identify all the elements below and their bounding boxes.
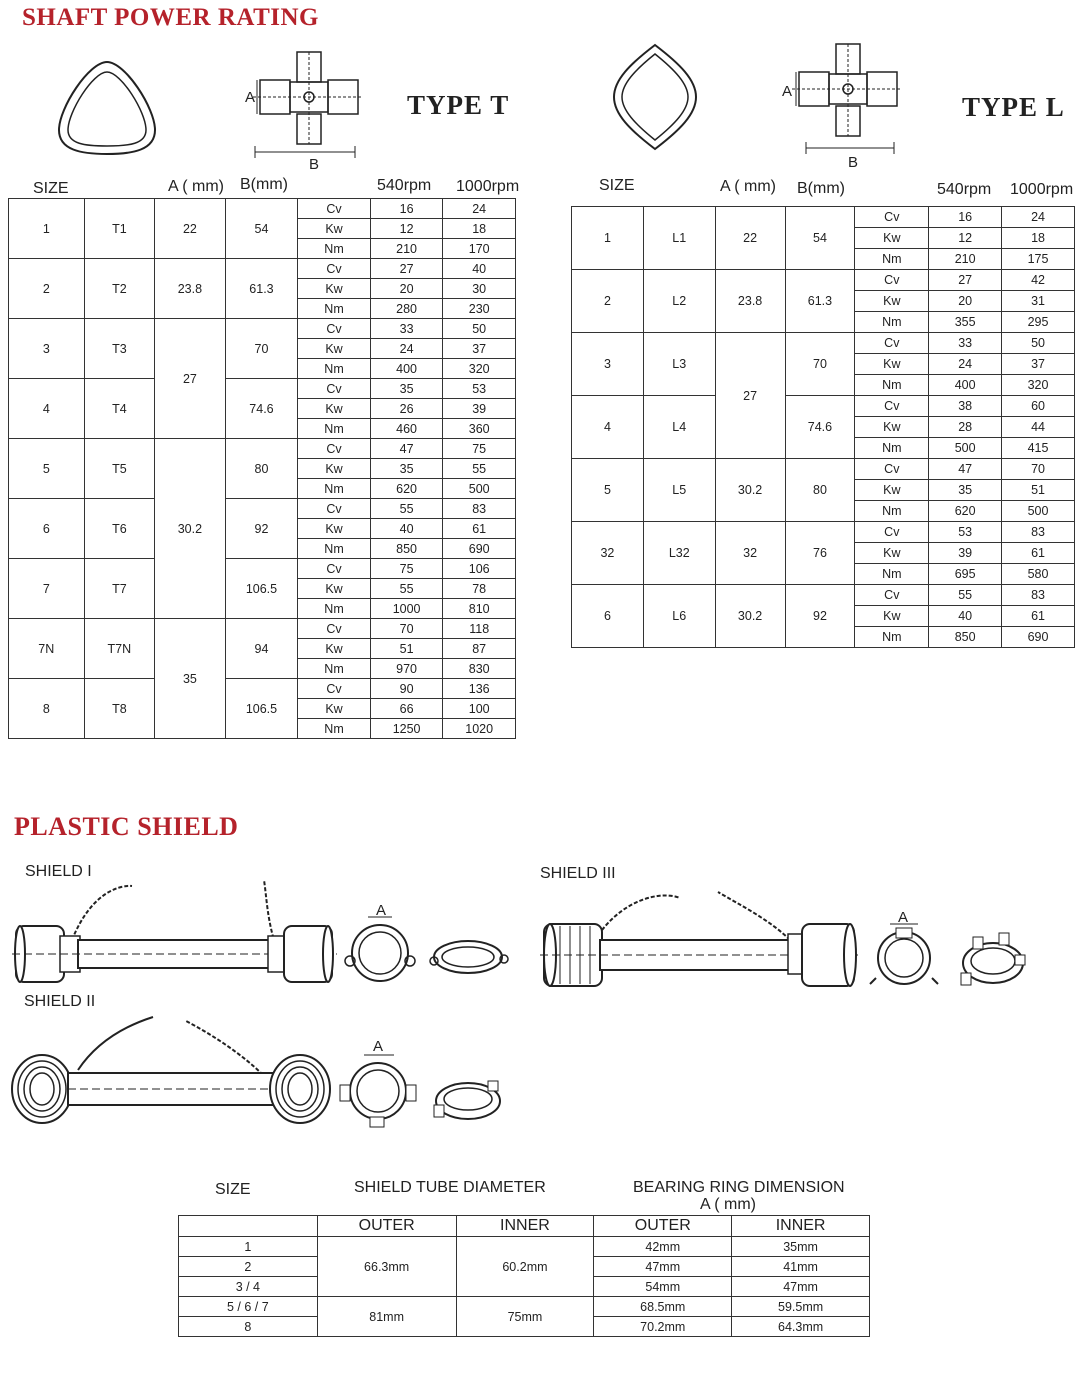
a-cell: 32 bbox=[715, 522, 785, 585]
rpm540-cell: 1250 bbox=[370, 719, 443, 739]
b-cell: 54 bbox=[225, 199, 298, 259]
code-cell: T5 bbox=[84, 439, 155, 499]
size-cell: 5 / 6 / 7 bbox=[179, 1297, 318, 1317]
b-cell: 70 bbox=[225, 319, 298, 379]
tube-inner-cell: 75mm bbox=[456, 1297, 594, 1337]
unit-cell: Cv bbox=[855, 270, 929, 291]
rpm1000-cell: 55 bbox=[443, 459, 516, 479]
unit-cell: Cv bbox=[855, 459, 929, 480]
rpm540-cell: 53 bbox=[929, 522, 1002, 543]
rpm1000-cell: 75 bbox=[443, 439, 516, 459]
a-cell: 27 bbox=[715, 333, 785, 459]
size-cell: 3 bbox=[9, 319, 85, 379]
shield-3-ring-front-icon bbox=[868, 910, 938, 990]
rpm1000-cell: 500 bbox=[443, 479, 516, 499]
unit-cell: Nm bbox=[298, 599, 371, 619]
rpm540-cell: 12 bbox=[370, 219, 443, 239]
shield-tube-header: SHIELD TUBE DIAMETER bbox=[354, 1179, 546, 1196]
rpm1000-cell: 39 bbox=[443, 399, 516, 419]
table-row bbox=[179, 1237, 870, 1257]
code-cell: T2 bbox=[84, 259, 155, 319]
rpm1000-cell: 40 bbox=[443, 259, 516, 279]
rpm540-cell: 55 bbox=[370, 579, 443, 599]
rpm1000-cell: 87 bbox=[443, 639, 516, 659]
b-cell: 80 bbox=[225, 439, 298, 499]
bearing-ring-sub-header: A ( mm) bbox=[700, 1196, 756, 1213]
unit-cell: Kw bbox=[855, 480, 929, 501]
unit-cell: Nm bbox=[855, 564, 929, 585]
rpm1000-cell: 30 bbox=[443, 279, 516, 299]
unit-cell: Kw bbox=[298, 639, 371, 659]
unit-cell: Kw bbox=[855, 606, 929, 627]
size-cell: 8 bbox=[9, 679, 85, 739]
svg-text:A: A bbox=[376, 902, 387, 919]
rpm1000-cell: 690 bbox=[1002, 627, 1075, 648]
rpm1000-cell: 83 bbox=[1002, 522, 1075, 543]
type-t-540-header: 540rpm bbox=[377, 177, 432, 194]
rpm1000-cell: 415 bbox=[1002, 438, 1075, 459]
type-t-a-header: A ( mm) bbox=[168, 178, 224, 195]
rpm540-cell: 16 bbox=[370, 199, 443, 219]
rpm1000-cell: 50 bbox=[1002, 333, 1075, 354]
rpm1000-cell: 360 bbox=[443, 419, 516, 439]
rpm540-cell: 27 bbox=[370, 259, 443, 279]
rpm1000-cell: 690 bbox=[443, 539, 516, 559]
size-cell: 3 / 4 bbox=[179, 1277, 318, 1297]
unit-cell: Cv bbox=[298, 379, 371, 399]
rpm1000-cell: 295 bbox=[1002, 312, 1075, 333]
unit-cell: Kw bbox=[298, 399, 371, 419]
rpm540-cell: 47 bbox=[929, 459, 1002, 480]
rpm540-cell: 35 bbox=[929, 480, 1002, 501]
table-row bbox=[9, 499, 516, 519]
type-l-540-header: 540rpm bbox=[937, 181, 992, 198]
unit-cell: Nm bbox=[298, 419, 371, 439]
unit-cell: Nm bbox=[855, 501, 929, 522]
code-cell: T4 bbox=[84, 379, 155, 439]
unit-cell: Cv bbox=[298, 439, 371, 459]
unit-cell: Nm bbox=[855, 249, 929, 270]
unit-cell: Nm bbox=[298, 299, 371, 319]
b-cell: 92 bbox=[225, 499, 298, 559]
unit-cell: Kw bbox=[298, 219, 371, 239]
a-cell: 35 bbox=[155, 619, 226, 739]
rpm540-cell: 24 bbox=[370, 339, 443, 359]
type-t-table bbox=[8, 198, 516, 739]
size-cell: 2 bbox=[179, 1257, 318, 1277]
code-cell: L1 bbox=[643, 207, 715, 270]
b-cell: 80 bbox=[785, 459, 855, 522]
rpm540-cell: 20 bbox=[929, 291, 1002, 312]
unit-cell: Cv bbox=[298, 679, 371, 699]
rpm540-cell: 33 bbox=[929, 333, 1002, 354]
rpm540-cell: 35 bbox=[370, 379, 443, 399]
code-cell: L3 bbox=[643, 333, 715, 396]
size-cell: 6 bbox=[9, 499, 85, 559]
ring-inner-cell: 59.5mm bbox=[732, 1297, 870, 1317]
rpm540-cell: 16 bbox=[929, 207, 1002, 228]
tube-outer-header: OUTER bbox=[317, 1216, 456, 1237]
size-cell: 3 bbox=[572, 333, 644, 396]
triangular-profile-icon bbox=[55, 58, 160, 158]
rpm540-cell: 500 bbox=[929, 438, 1002, 459]
rpm540-cell: 695 bbox=[929, 564, 1002, 585]
ring-outer-header: OUTER bbox=[594, 1216, 732, 1237]
shield-3-drawing bbox=[540, 880, 858, 990]
table-row bbox=[9, 679, 516, 699]
b-cell: 106.5 bbox=[225, 559, 298, 619]
table-row bbox=[572, 207, 1075, 228]
unit-cell: Cv bbox=[298, 319, 371, 339]
unit-cell: Kw bbox=[298, 339, 371, 359]
svg-text:A: A bbox=[245, 89, 256, 106]
shield-table bbox=[178, 1215, 870, 1337]
shield-2-label: SHIELD II bbox=[24, 993, 96, 1010]
rpm1000-cell: 70 bbox=[1002, 459, 1075, 480]
rpm1000-cell: 60 bbox=[1002, 396, 1075, 417]
a-cell: 22 bbox=[715, 207, 785, 270]
unit-cell: Kw bbox=[298, 699, 371, 719]
svg-text:A: A bbox=[373, 1038, 384, 1055]
rpm540-cell: 55 bbox=[370, 499, 443, 519]
svg-text:A: A bbox=[782, 83, 793, 100]
tube-outer-cell: 66.3mm bbox=[317, 1237, 456, 1297]
lemon-profile-icon bbox=[610, 42, 700, 152]
rpm1000-cell: 18 bbox=[1002, 228, 1075, 249]
type-t-title: TYPE T bbox=[407, 90, 510, 120]
bearing-ring-header: BEARING RING DIMENSION bbox=[633, 1179, 845, 1196]
rpm540-cell: 27 bbox=[929, 270, 1002, 291]
unit-cell: Nm bbox=[298, 359, 371, 379]
type-t-1000-header: 1000rpm bbox=[456, 178, 520, 195]
shield-1-ring-front-icon bbox=[340, 902, 418, 987]
shield-size-header: SIZE bbox=[215, 1181, 251, 1198]
b-cell: 94 bbox=[225, 619, 298, 679]
code-cell: T7N bbox=[84, 619, 155, 679]
shield-2-ring-front-icon bbox=[338, 1035, 418, 1130]
rpm540-cell: 66 bbox=[370, 699, 443, 719]
rpm540-cell: 26 bbox=[370, 399, 443, 419]
rpm540-cell: 210 bbox=[370, 239, 443, 259]
rpm540-cell: 35 bbox=[370, 459, 443, 479]
table-row bbox=[572, 522, 1075, 543]
plastic-shield-heading: PLASTIC SHIELD bbox=[14, 812, 239, 841]
table-row bbox=[572, 459, 1075, 480]
unit-cell: Nm bbox=[298, 479, 371, 499]
unit-cell: Cv bbox=[855, 396, 929, 417]
unit-cell: Nm bbox=[298, 719, 371, 739]
rpm540-cell: 850 bbox=[929, 627, 1002, 648]
rpm1000-cell: 31 bbox=[1002, 291, 1075, 312]
size-cell: 2 bbox=[572, 270, 644, 333]
rpm1000-cell: 53 bbox=[443, 379, 516, 399]
size-cell: 7 bbox=[9, 559, 85, 619]
table-row bbox=[9, 439, 516, 459]
unit-cell: Cv bbox=[298, 199, 371, 219]
rpm540-cell: 55 bbox=[929, 585, 1002, 606]
rpm1000-cell: 320 bbox=[1002, 375, 1075, 396]
unit-cell: Nm bbox=[855, 627, 929, 648]
unit-cell: Kw bbox=[855, 291, 929, 312]
table-row bbox=[572, 270, 1075, 291]
table-row bbox=[9, 559, 516, 579]
rpm540-cell: 90 bbox=[370, 679, 443, 699]
table-row bbox=[9, 619, 516, 639]
unit-cell: Kw bbox=[855, 543, 929, 564]
ring-inner-cell: 47mm bbox=[732, 1277, 870, 1297]
rpm1000-cell: 83 bbox=[443, 499, 516, 519]
rpm1000-cell: 42 bbox=[1002, 270, 1075, 291]
rpm540-cell: 12 bbox=[929, 228, 1002, 249]
rpm540-cell: 280 bbox=[370, 299, 443, 319]
b-cell: 54 bbox=[785, 207, 855, 270]
ring-inner-header: INNER bbox=[732, 1216, 870, 1237]
type-l-size-header: SIZE bbox=[599, 177, 635, 194]
unit-cell: Nm bbox=[298, 539, 371, 559]
ring-inner-cell: 35mm bbox=[732, 1237, 870, 1257]
rpm1000-cell: 100 bbox=[443, 699, 516, 719]
type-l-b-header: B(mm) bbox=[797, 180, 845, 197]
b-cell: 74.6 bbox=[225, 379, 298, 439]
rpm540-cell: 39 bbox=[929, 543, 1002, 564]
code-cell: L2 bbox=[643, 270, 715, 333]
code-cell: T8 bbox=[84, 679, 155, 739]
rpm1000-cell: 810 bbox=[443, 599, 516, 619]
rpm1000-cell: 580 bbox=[1002, 564, 1075, 585]
size-cell: 2 bbox=[9, 259, 85, 319]
shield-1-drawing bbox=[12, 880, 337, 990]
rpm540-cell: 24 bbox=[929, 354, 1002, 375]
rpm1000-cell: 50 bbox=[443, 319, 516, 339]
rpm540-cell: 620 bbox=[929, 501, 1002, 522]
unit-cell: Cv bbox=[855, 585, 929, 606]
code-cell: L32 bbox=[643, 522, 715, 585]
rpm1000-cell: 136 bbox=[443, 679, 516, 699]
rpm1000-cell: 1020 bbox=[443, 719, 516, 739]
b-cell: 61.3 bbox=[785, 270, 855, 333]
a-cell: 30.2 bbox=[155, 439, 226, 619]
rpm1000-cell: 37 bbox=[1002, 354, 1075, 375]
code-cell: T1 bbox=[84, 199, 155, 259]
size-cell: 7N bbox=[9, 619, 85, 679]
b-cell: 70 bbox=[785, 333, 855, 396]
type-l-title: TYPE L bbox=[962, 92, 1065, 122]
size-cell: 32 bbox=[572, 522, 644, 585]
unit-cell: Kw bbox=[855, 228, 929, 249]
unit-cell: Nm bbox=[298, 659, 371, 679]
ring-inner-cell: 41mm bbox=[732, 1257, 870, 1277]
a-cell: 27 bbox=[155, 319, 226, 439]
ring-outer-cell: 47mm bbox=[594, 1257, 732, 1277]
unit-cell: Cv bbox=[298, 259, 371, 279]
rpm1000-cell: 118 bbox=[443, 619, 516, 639]
table-row bbox=[572, 396, 1075, 417]
rpm1000-cell: 500 bbox=[1002, 501, 1075, 522]
rpm1000-cell: 18 bbox=[443, 219, 516, 239]
table-row bbox=[572, 585, 1075, 606]
unit-cell: Cv bbox=[298, 559, 371, 579]
rpm540-cell: 33 bbox=[370, 319, 443, 339]
a-cell: 23.8 bbox=[715, 270, 785, 333]
unit-cell: Cv bbox=[855, 333, 929, 354]
size-cell: 1 bbox=[572, 207, 644, 270]
unit-cell: Kw bbox=[298, 459, 371, 479]
rpm1000-cell: 61 bbox=[1002, 543, 1075, 564]
size-cell: 8 bbox=[179, 1317, 318, 1337]
rpm1000-cell: 170 bbox=[443, 239, 516, 259]
table-row bbox=[572, 333, 1075, 354]
rpm1000-cell: 37 bbox=[443, 339, 516, 359]
rpm540-cell: 20 bbox=[370, 279, 443, 299]
unit-cell: Cv bbox=[855, 522, 929, 543]
table-row bbox=[9, 319, 516, 339]
rpm540-cell: 47 bbox=[370, 439, 443, 459]
type-t-b-header: B(mm) bbox=[240, 176, 288, 193]
rpm540-cell: 38 bbox=[929, 396, 1002, 417]
unit-cell: Nm bbox=[855, 312, 929, 333]
b-cell: 76 bbox=[785, 522, 855, 585]
tube-inner-header: INNER bbox=[456, 1216, 594, 1237]
rpm1000-cell: 175 bbox=[1002, 249, 1075, 270]
rpm540-cell: 850 bbox=[370, 539, 443, 559]
rpm540-cell: 28 bbox=[929, 417, 1002, 438]
rpm1000-cell: 830 bbox=[443, 659, 516, 679]
tube-outer-cell: 81mm bbox=[317, 1297, 456, 1337]
b-cell: 92 bbox=[785, 585, 855, 648]
rpm540-cell: 210 bbox=[929, 249, 1002, 270]
shield-2-ring-side-icon bbox=[430, 1075, 505, 1125]
blank-header-cell bbox=[179, 1216, 318, 1237]
code-cell: L6 bbox=[643, 585, 715, 648]
size-cell: 4 bbox=[9, 379, 85, 439]
rpm1000-cell: 83 bbox=[1002, 585, 1075, 606]
type-l-1000-header: 1000rpm bbox=[1010, 181, 1074, 198]
rpm1000-cell: 61 bbox=[1002, 606, 1075, 627]
a-cell: 23.8 bbox=[155, 259, 226, 319]
rpm1000-cell: 44 bbox=[1002, 417, 1075, 438]
rpm540-cell: 355 bbox=[929, 312, 1002, 333]
rpm1000-cell: 24 bbox=[1002, 207, 1075, 228]
ring-inner-cell: 64.3mm bbox=[732, 1317, 870, 1337]
table-header-row bbox=[179, 1216, 870, 1237]
ring-outer-cell: 42mm bbox=[594, 1237, 732, 1257]
unit-cell: Nm bbox=[855, 438, 929, 459]
rpm540-cell: 400 bbox=[929, 375, 1002, 396]
type-l-table bbox=[571, 206, 1075, 648]
rpm540-cell: 70 bbox=[370, 619, 443, 639]
rpm540-cell: 51 bbox=[370, 639, 443, 659]
type-l-a-header: A ( mm) bbox=[720, 178, 776, 195]
rpm1000-cell: 51 bbox=[1002, 480, 1075, 501]
unit-cell: Kw bbox=[298, 519, 371, 539]
a-cell: 30.2 bbox=[715, 585, 785, 648]
shield-3-label: SHIELD III bbox=[540, 865, 616, 882]
shield-1-ring-side-icon bbox=[428, 935, 510, 980]
type-t-size-header: SIZE bbox=[33, 180, 69, 197]
unit-cell: Cv bbox=[855, 207, 929, 228]
code-cell: L4 bbox=[643, 396, 715, 459]
shield-2-drawing bbox=[8, 1015, 333, 1130]
rpm540-cell: 620 bbox=[370, 479, 443, 499]
rpm540-cell: 40 bbox=[929, 606, 1002, 627]
unit-cell: Nm bbox=[298, 239, 371, 259]
rpm540-cell: 40 bbox=[370, 519, 443, 539]
rpm540-cell: 1000 bbox=[370, 599, 443, 619]
cross-joint-l-diagram bbox=[780, 44, 900, 170]
code-cell: T6 bbox=[84, 499, 155, 559]
unit-cell: Kw bbox=[298, 279, 371, 299]
size-cell: 5 bbox=[572, 459, 644, 522]
size-cell: 4 bbox=[572, 396, 644, 459]
b-cell: 106.5 bbox=[225, 679, 298, 739]
rpm540-cell: 460 bbox=[370, 419, 443, 439]
table-row bbox=[179, 1297, 870, 1317]
table-row bbox=[9, 379, 516, 399]
b-cell: 74.6 bbox=[785, 396, 855, 459]
rpm540-cell: 970 bbox=[370, 659, 443, 679]
rpm1000-cell: 106 bbox=[443, 559, 516, 579]
rpm540-cell: 400 bbox=[370, 359, 443, 379]
unit-cell: Kw bbox=[298, 579, 371, 599]
a-cell: 22 bbox=[155, 199, 226, 259]
size-cell: 5 bbox=[9, 439, 85, 499]
rpm1000-cell: 230 bbox=[443, 299, 516, 319]
code-cell: T7 bbox=[84, 559, 155, 619]
table-row bbox=[9, 259, 516, 279]
size-cell: 6 bbox=[572, 585, 644, 648]
rpm1000-cell: 320 bbox=[443, 359, 516, 379]
unit-cell: Kw bbox=[855, 417, 929, 438]
cross-joint-t-diagram bbox=[245, 52, 365, 173]
a-cell: 30.2 bbox=[715, 459, 785, 522]
unit-cell: Cv bbox=[298, 499, 371, 519]
unit-cell: Kw bbox=[855, 354, 929, 375]
unit-cell: Cv bbox=[298, 619, 371, 639]
unit-cell: Nm bbox=[855, 375, 929, 396]
code-cell: T3 bbox=[84, 319, 155, 379]
svg-text:B: B bbox=[309, 156, 320, 173]
rpm540-cell: 75 bbox=[370, 559, 443, 579]
size-cell: 1 bbox=[9, 199, 85, 259]
ring-outer-cell: 70.2mm bbox=[594, 1317, 732, 1337]
b-cell: 61.3 bbox=[225, 259, 298, 319]
svg-text:A: A bbox=[898, 909, 909, 926]
size-cell: 1 bbox=[179, 1237, 318, 1257]
rpm1000-cell: 24 bbox=[443, 199, 516, 219]
svg-text:B: B bbox=[848, 154, 859, 171]
shield-1-label: SHIELD I bbox=[25, 863, 92, 880]
rpm1000-cell: 78 bbox=[443, 579, 516, 599]
code-cell: L5 bbox=[643, 459, 715, 522]
ring-outer-cell: 68.5mm bbox=[594, 1297, 732, 1317]
shaft-power-heading: SHAFT POWER RATING bbox=[22, 4, 320, 31]
shield-3-ring-side-icon bbox=[955, 925, 1030, 995]
table-row bbox=[9, 199, 516, 219]
tube-inner-cell: 60.2mm bbox=[456, 1237, 594, 1297]
rpm1000-cell: 61 bbox=[443, 519, 516, 539]
ring-outer-cell: 54mm bbox=[594, 1277, 732, 1297]
